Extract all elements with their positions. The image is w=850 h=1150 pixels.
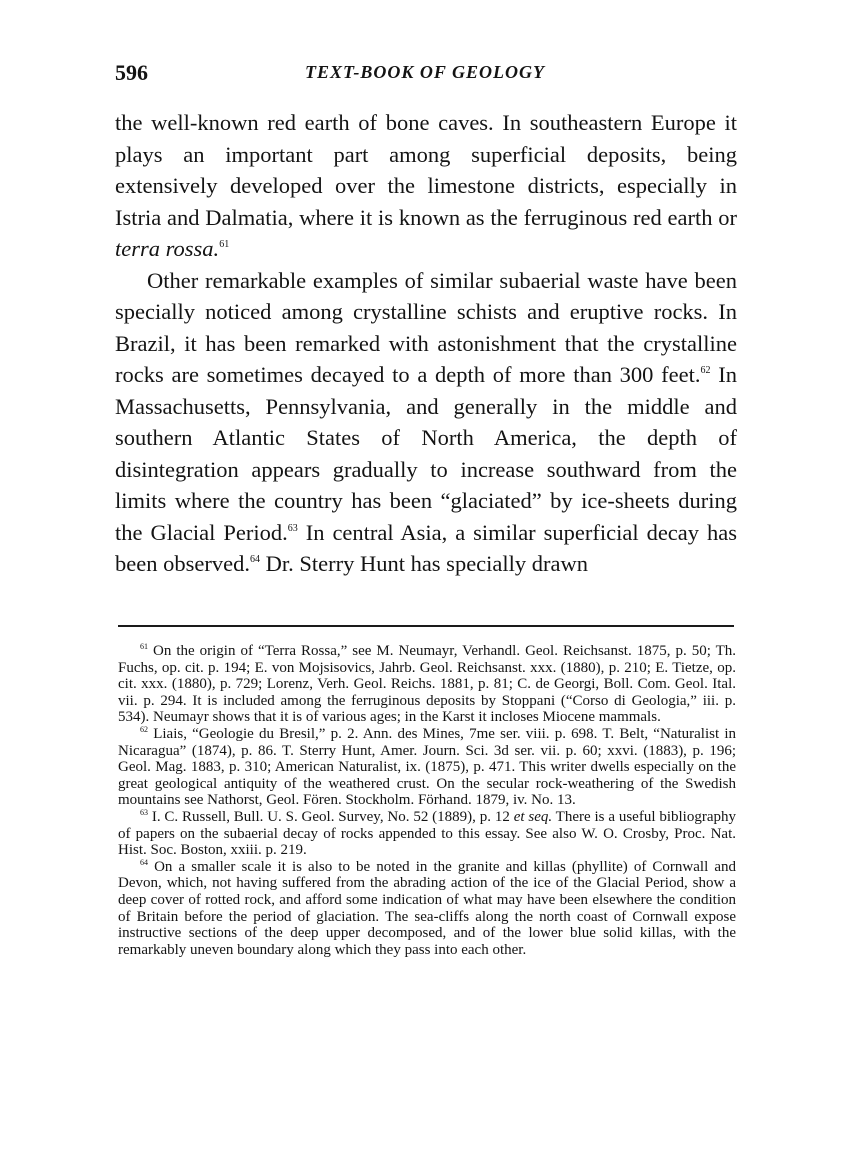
footnote-text: On the origin of “Terra Rossa,” see M. Neumayr, Verhandl. Geol. Reichsanst. 1875, p. 50; Th. Fuchs, op. cit. p. 194; E. von Mojsisovics, Jahrb. Geol. Reichsanst. xxx. (1880), p. 210; E. Tietze, op. cit. xxx. (1880), p. 729; Lorenz, Verh. Geol. Reichs. 1881, p. 81; C. de Georgi, Boll. Com. Geol. Ital. vii. p. 294. It is included among the ferruginous deposits by Stoppani (“Corso di Geologia,” iii. p. 534). Neumayr shows that it is of various ages; in the Karst it incloses Miocene mammals. [118,643,736,726]
paragraph-2 [115,265,737,580]
footnote-number: 61 [140,642,148,651]
main-text [115,107,737,580]
paragraph-1 [115,107,737,265]
footnote-ref-61: 61 [219,239,230,250]
paragraph-1-text: the well-known red earth of bone caves. In southeastern Europe it plays an important part among superficial deposits, being extensively developed over the limestone districts, especially in Istria and Dalmatia, where it is known as the ferruginous red earth or [115,110,737,230]
footnote-ref-62: 62 [700,365,711,376]
page-header [115,60,735,90]
paragraph-2-text-c: In central Asia, a similar superficial decay has been observed. [115,519,737,576]
footnote-number: 62 [140,724,148,734]
terra-rossa-italic: terra rossa. [115,236,220,261]
footnote-divider [118,625,734,627]
footnote-61 [118,643,736,726]
paragraph-2-text-a: Other remarkable examples of similar subaerial waste have been specially noticed among crystalline schists and eruptive rocks. In Brazil, it has been remarked with astonishment that the crystalline rocks are sometimes decayed to a depth of more than 300 feet. [115,267,737,387]
footnote-text-continued: There is a useful bibliography of papers on the subaerial decay of rocks appended to this essay. See also W. O. Crosby, Proc. Nat. Hist. Soc. Boston, xxiii. p. 219. [118,808,736,859]
footnote-ref-64: 64 [249,554,260,565]
footnote-number: 63 [140,807,148,817]
footnote-63 [118,809,736,859]
paragraph-2-text-b: In Massachusetts, Pennsylvania, and generally in the middle and southern Atlantic States of North America, the depth of disintegration appears gradually to increase southward from the limits where the country has been “glaciated” by ice-sheets during the Glacial Period. [115,362,737,545]
footnote-text: Liais, “Geologie du Bresil,” p. 2. Ann. des Mines, 7me ser. viii. p. 698. T. Belt, “Naturalist in Nicaragua” (1874), p. 86. T. Sterry Hunt, Amer. Journ. Sci. 3d ser. vii. p. 60; xxvi. (1883), p. 196; Geol. Mag. 1883, p. 310; American Naturalist, ix. (1875), p. 471. This writer dwells especially on the great geological antiquity of the weathered crust. On the secular rock-weathering of the Swedish mountains see Nathorst, Geol. Fören. Stockholm. Förhand. 1879, iv. No. 13. [118,725,736,809]
footnotes [118,643,736,958]
footnote-ref-63: 63 [287,522,298,534]
footnote-italic: et seq. [513,808,553,825]
footnote-64 [118,859,736,959]
running-head: TEXT-BOOK OF GEOLOGY [304,62,546,82]
page-number: 596 [115,60,148,85]
footnote-62 [118,726,736,809]
paragraph-2-text-d: Dr. Sterry Hunt has specially drawn [259,551,589,576]
footnote-number: 64 [140,857,148,867]
footnote-text: I. C. Russell, Bull. U. S. Geol. Survey, No. 52 (1889), p. 12 [148,808,514,825]
footnote-text: On a smaller scale it is also to be noted in the granite and killas (phyllite) of Cornwall and Devon, which, not having suffered from the abrading action of the ice of the Glacial Period, show a deep cover of rotted rock, and afford some indication of what may have been elsewhere the condition of Britain before the period of glaciation. The sea-cliffs along the north coast of Cornwall expose instructive sections of the deep upper decomposed, and of the lower blue solid killas, with the remarkably uneven boundary along which they pass into each other. [118,858,736,958]
